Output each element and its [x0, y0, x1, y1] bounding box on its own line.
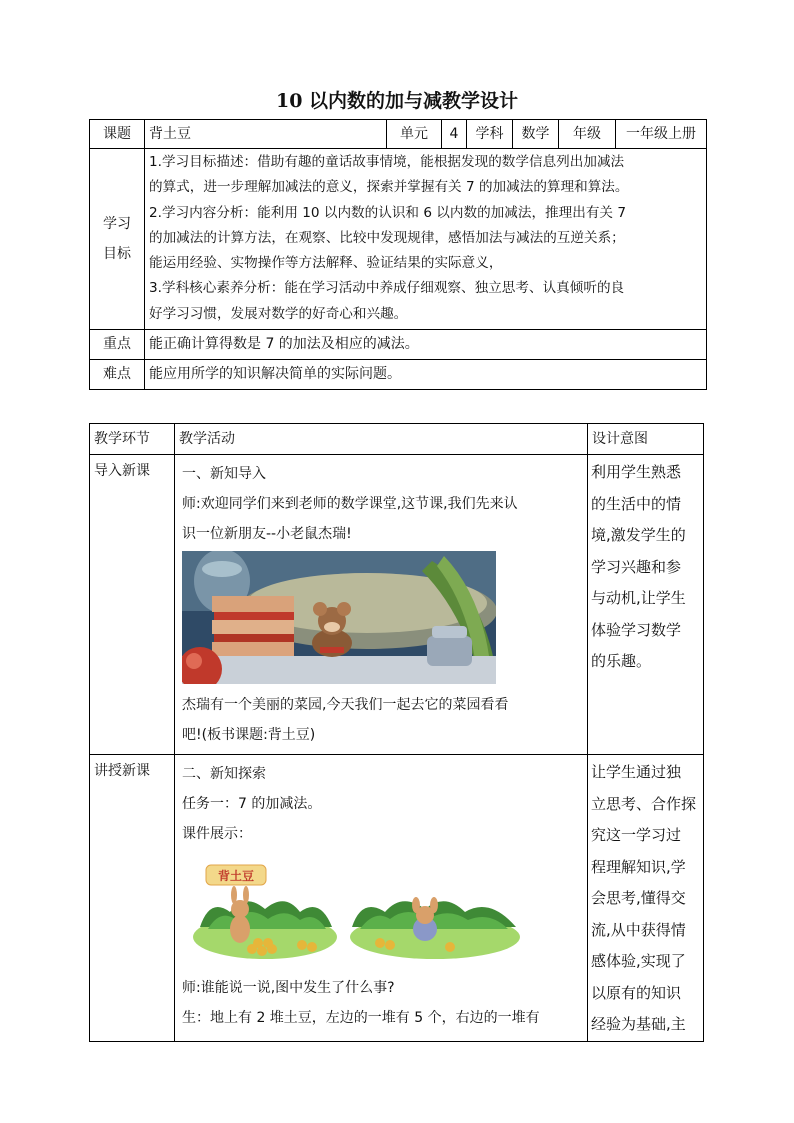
picture-title: 背土豆	[217, 869, 255, 883]
header-intent: 设计意图	[588, 424, 704, 455]
key-label: 重点	[90, 330, 145, 360]
difficulty-value: 能应用所学的知识解决简单的实际问题。	[145, 360, 707, 390]
stage-new: 讲授新课	[90, 755, 175, 1042]
subject-label: 学科	[467, 120, 513, 149]
activity-table	[89, 423, 704, 1042]
document-title: 10 以内数的加与减教学设计	[275, 90, 519, 112]
intent-intro: 利用学生熟悉 的生活中的情 境,激发学生的 学习兴趣和参 与动机,让学生 体验学习数学 的乐趣。	[588, 455, 704, 755]
header-stage: 教学环节	[90, 424, 175, 455]
activity-new: 二、新知探索 任务一：7 的加减法。 课件展示： 背土豆 师:谁能说一说,图中发生了什么事? 生：地上有 2 堆土豆，左边的一堆有 5 个，右边的一堆有	[175, 755, 588, 1042]
jerry-cartoon-image	[182, 551, 496, 684]
goal-line: 的加减法的计算方法，在观察、比较中发现规律，感悟加法与减法的互逆关系；	[149, 229, 625, 246]
header-activity: 教学活动	[175, 424, 588, 455]
goal-line: 能运用经验、实物操作等方法解释、验证结果的实际意义，	[149, 255, 503, 272]
difficulty-label: 难点	[90, 360, 145, 390]
intent-new: 让学生通过独 立思考、合作探 究这一学习过 程理解知识,学 会思考,懂得交 流,从中获得情 感体验,实现了 以原有的知识 经验为基础,主	[588, 755, 704, 1042]
activity-intro: 一、新知导入 师:欢迎同学们来到老师的数学课堂,这节课,我们先来认 识一位新朋友--小老鼠杰瑞! 杰瑞有一个美丽的菜园,今天我们一起去它的菜园看看 吧!(板书课题:背土豆)	[175, 455, 588, 755]
lesson-info-table	[89, 119, 707, 390]
grade-label: 年级	[559, 120, 616, 149]
grade-value: 一年级上册	[616, 120, 707, 149]
unit-label: 单元	[387, 120, 442, 149]
course-value: 背土豆	[145, 120, 387, 149]
subject-value: 数学	[513, 120, 559, 149]
stage-intro: 导入新课	[90, 455, 175, 755]
course-label: 课题	[90, 120, 145, 149]
unit-value: 4	[442, 120, 467, 149]
goal-line: 1.学习目标描述：借助有趣的童话故事情境，能根据发现的数学信息列出加减法	[149, 154, 625, 170]
goal-line: 3.学科核心素养分析：能在学习活动中养成仔细观察、独立思考、认真倾听的良	[149, 280, 625, 297]
goal-line: 的算式，进一步理解加减法的意义，探索并掌握有关 7 的加减法的算理和算法。	[149, 179, 629, 196]
goal-description	[145, 149, 707, 330]
key-value: 能正确计算得数是 7 的加法及相应的减法。	[145, 330, 707, 360]
goal-line: 好学习习惯，发展对数学的好奇心和兴趣。	[149, 305, 408, 322]
goal-line: 2.学习内容分析：能利用 10 以内数的认识和 6 以内数的加减法，推理出有关 7	[149, 204, 626, 221]
goal-label: 学习 目标	[90, 149, 145, 330]
carry-potatoes-image	[190, 857, 526, 965]
